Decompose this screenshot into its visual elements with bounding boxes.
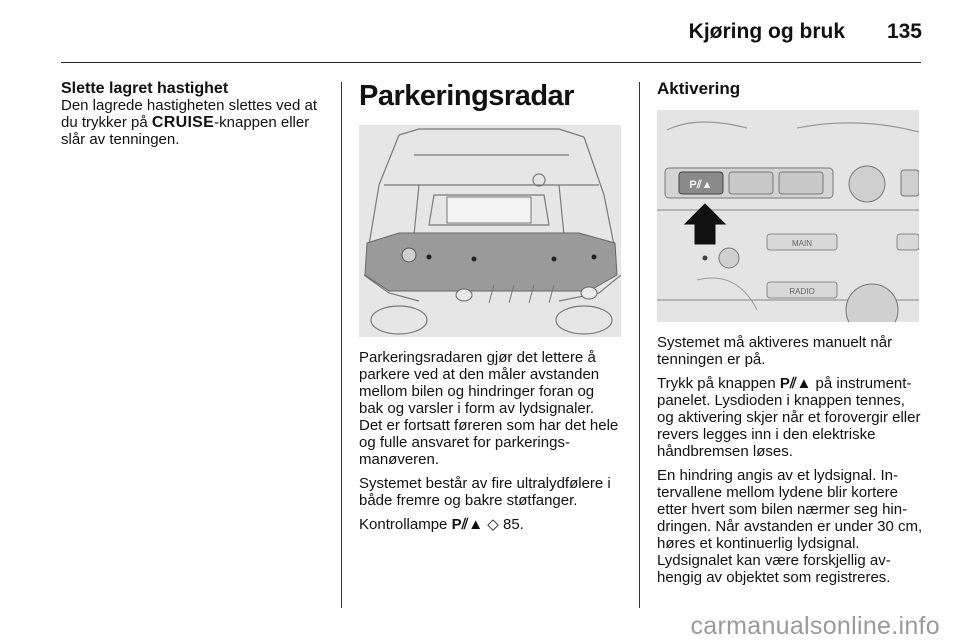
activation-p2-before: Trykk på knappen — [657, 375, 780, 392]
section-title: Parkeringsradar — [359, 80, 574, 112]
parking-radar-button-symbol: P⫽▲ — [689, 179, 713, 191]
rear-bumper — [365, 233, 617, 291]
parking-radar-symbol-inline: P⫽▲ — [779, 375, 812, 392]
column-2 — [359, 80, 621, 540]
activation-p1: Systemet må aktiveres manuelt når tenningen er på. — [657, 334, 893, 368]
parking-sensor-1 — [427, 255, 432, 260]
column-3 — [657, 80, 923, 593]
page-number: 135 — [886, 20, 922, 43]
parking-radar-symbol: P⫽▲ — [451, 516, 484, 533]
indicator-lamp-text: Kontrollampe — [359, 516, 452, 533]
page-reference: 85. — [503, 516, 524, 533]
column-1 — [61, 80, 323, 155]
cruise-button-name: CRUISE — [151, 114, 215, 131]
reflector-light — [402, 248, 416, 262]
exhaust-left — [456, 289, 472, 301]
clear-speed-text — [61, 97, 323, 148]
rear-license-plate — [447, 197, 531, 223]
rear-bumper-sensor-illustration — [359, 125, 621, 337]
parking-sensor-4 — [592, 255, 597, 260]
clear-speed-text-after: -knappen eller slår av tenningen. — [61, 114, 310, 148]
activation-p2-after: på instrumentpanelet. Lysdioden i knappen tennes, og aktivering skjer når et forovergir eller revers legges inn i den elektriske håndbremsen løses. — [657, 375, 921, 460]
dashboard-button-illustration — [657, 110, 919, 322]
parking-sensor-2 — [472, 257, 477, 262]
parking-radar-description: Parkeringsradaren gjør det lettere å parkere ved at den måler avstanden mellom bilen og hindringer foran og bak og varsler i form av lydsignaler. Det er fortsatt føreren som har det hele og fulle ansvaret for parkeringsmanøveren. — [359, 349, 619, 468]
clear-speed-text-before: Den lagrede hastigheten slettes ved at du trykker på — [61, 97, 318, 131]
watermark: carmanualsonline.info — [690, 612, 940, 640]
parking-sensor-description: Systemet består av fire ultralydfølere i både fremre og bakre støtfanger. — [359, 475, 611, 509]
dashboard-label-left: MAIN — [792, 239, 812, 248]
exhaust-right — [581, 287, 597, 299]
header-rule — [61, 62, 921, 63]
dashboard-label-right: RADIO — [789, 287, 815, 296]
page-header-title: Kjøring og bruk — [688, 20, 845, 43]
activation-p2 — [657, 375, 923, 460]
column-divider-2 — [639, 82, 640, 608]
column-divider-1 — [341, 82, 342, 608]
parking-sensor-3 — [552, 257, 557, 262]
page-reference-icon: ◇ — [487, 516, 499, 533]
activation-p3: En hindring angis av et lydsignal. Intervallene mellom lydene blir kortere etter hvert som bilen nærmer seg hindringen. Når avstanden er under 30 cm, høres et kontinuerlig lydsignal. Lydsignalet kan være forskjellig avhengig av objektet som registreres. — [657, 467, 923, 586]
clear-speed-heading: Slette lagret hastighet — [61, 80, 229, 97]
activation-heading: Aktivering — [657, 79, 741, 98]
indicator-lamp-reference — [359, 516, 621, 533]
